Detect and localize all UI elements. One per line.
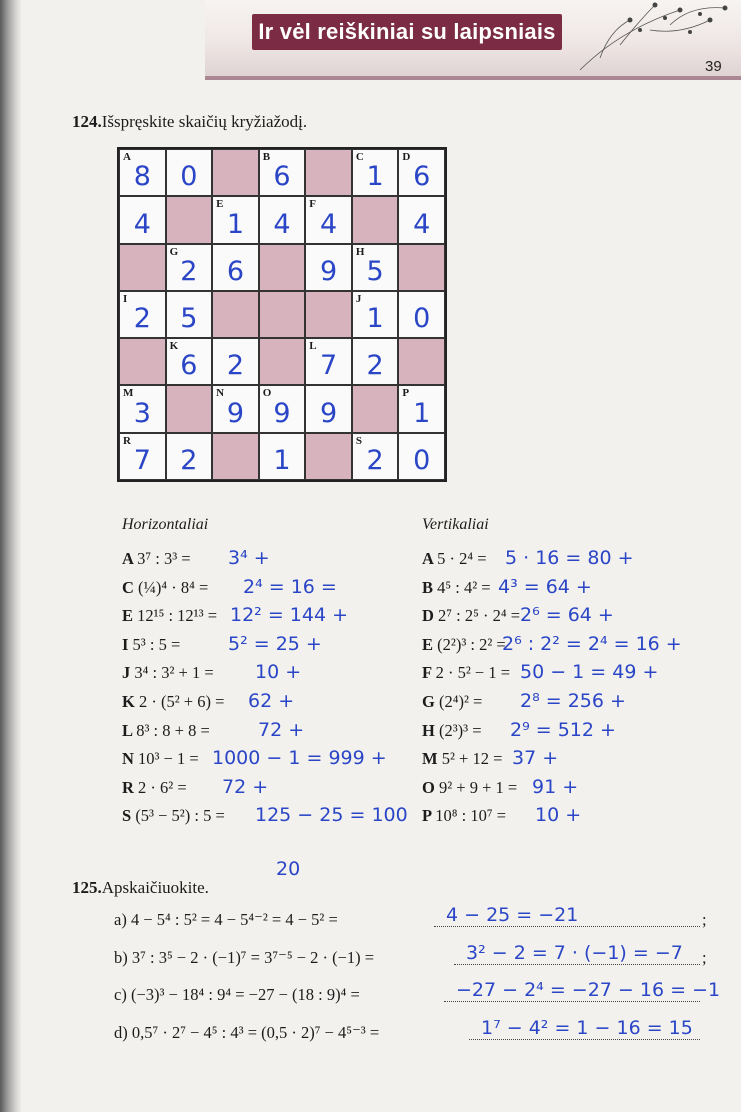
crossword-cell-label: I	[123, 292, 128, 305]
crossword-cell[interactable]	[352, 433, 399, 480]
crossword-cell-label: E	[216, 198, 224, 211]
clue-expression: 2⁷ : 2⁵ · 2⁴ =	[438, 606, 521, 626]
crossword-cell-label: H	[355, 245, 365, 258]
exercise-instruction: Apskaičiuokite.	[101, 878, 209, 897]
handwritten-digit: 2	[133, 303, 151, 335]
handwritten-digit: 2	[180, 444, 198, 476]
crossword-cell[interactable]	[259, 433, 306, 480]
handwritten-digit: 1	[366, 161, 384, 193]
item-expression: (−3)³ − 18⁴ : 9⁴ = −27 − (18 : 9)⁴ =	[130, 985, 360, 1004]
crossword-cell-label: J	[355, 292, 362, 305]
clue-expression: (2⁴)² =	[438, 692, 483, 711]
crossword-shaded-cell	[398, 244, 445, 291]
handwritten-digit: 6	[413, 161, 431, 193]
crossword-shaded-cell	[212, 291, 259, 338]
clue-letter: P	[422, 806, 436, 826]
handwritten-answer: 91 +	[532, 775, 579, 798]
clue-letter: G	[422, 692, 439, 711]
answer-dotted-line[interactable]	[434, 926, 700, 927]
clue-expression: 2 · 5² − 1 =	[435, 663, 511, 683]
vertical-clue	[422, 578, 491, 598]
crossword-cell[interactable]	[166, 338, 213, 385]
clue-expression: 10⁸ : 10⁷ =	[435, 806, 507, 826]
handwritten-answer: 2⁸ = 256 +	[520, 690, 626, 712]
clue-letter: A	[122, 549, 138, 568]
crossword-cell[interactable]	[305, 385, 352, 432]
handwritten-digit: 9	[226, 397, 245, 429]
vertical-clue	[422, 663, 510, 683]
crossword-cell-label: O	[262, 387, 272, 400]
crossword-cell[interactable]	[259, 196, 306, 243]
item-letter: c)	[114, 985, 131, 1004]
handwritten-answer: 2⁶ : 2² = 2⁴ = 16 +	[502, 632, 682, 655]
exercise-instruction: Išspręskite skaičių kryžiažodį.	[101, 112, 308, 131]
clue-expression: 9² + 9 + 1 =	[438, 777, 518, 797]
handwritten-answer: 1000 − 1 = 999 +	[212, 747, 387, 770]
crossword-cell[interactable]	[398, 196, 445, 243]
handwritten-digit: 9	[319, 397, 338, 429]
crossword-grid	[117, 147, 447, 482]
handwritten-answer: 125 − 25 = 100	[255, 804, 408, 827]
horizontal-clue	[122, 721, 210, 741]
clue-letter: J	[122, 663, 135, 683]
item-letter: b)	[114, 948, 132, 967]
handwritten-answer: 5 · 16 = 80 +	[505, 547, 634, 569]
handwritten-digit: 0	[413, 444, 431, 476]
clue-letter: C	[122, 577, 139, 597]
crossword-cell-label: P	[402, 387, 410, 400]
crossword-cell[interactable]	[398, 433, 445, 480]
clue-expression: (5³ − 5²) : 5 =	[135, 806, 225, 826]
handwritten-digit: 7	[319, 350, 338, 382]
handwritten-digit: 0	[413, 303, 431, 335]
clue-expression: 2 · (5² + 6) =	[138, 692, 225, 711]
answer-dotted-line[interactable]	[469, 1039, 700, 1040]
crossword-shaded-cell	[119, 244, 166, 291]
handwritten-digit: 6	[273, 161, 291, 193]
handwritten-answer: 10 +	[535, 804, 582, 827]
clue-letter: B	[422, 577, 438, 597]
crossword-shaded-cell	[166, 196, 213, 243]
handwritten-digit: 1	[226, 208, 245, 240]
handwritten-answer: −27 − 2⁴ = −27 − 16 = −1	[456, 979, 721, 1001]
handwritten-answer: 50 − 1 = 49 +	[520, 661, 659, 684]
crossword-shaded-cell	[212, 149, 259, 196]
crossword-cell-label: B	[262, 151, 271, 163]
header-underline	[205, 76, 741, 80]
answer-dotted-line[interactable]	[444, 1001, 700, 1002]
crossword-cell[interactable]	[305, 338, 352, 385]
crossword-cell[interactable]	[119, 433, 166, 480]
crossword-cell[interactable]	[212, 338, 259, 385]
crossword-cell[interactable]	[166, 291, 213, 338]
crossword-shaded-cell	[259, 291, 306, 338]
clue-letter: O	[422, 777, 439, 797]
horizontal-clue	[122, 635, 180, 655]
vertical-clue	[422, 749, 502, 769]
crossword-cell[interactable]	[166, 433, 213, 480]
item-letter: a)	[114, 910, 131, 929]
clue-expression: 5 · 2⁴ =	[437, 549, 487, 568]
vertical-clue	[422, 549, 487, 569]
crossword-cell-label: F	[309, 198, 317, 211]
clue-letter: H	[422, 720, 439, 740]
crossword-cell[interactable]	[398, 149, 445, 196]
crossword-cell-label: A	[123, 151, 131, 163]
clue-letter: A	[422, 549, 438, 568]
crossword-cell-label: R	[123, 434, 131, 447]
clue-expression: 8³ : 8 + 8 =	[136, 720, 210, 740]
clue-expression: (2³)³ =	[438, 720, 482, 740]
handwritten-answer: 4³ = 64 +	[498, 575, 592, 598]
handwritten-digit: 0	[180, 161, 198, 193]
handwritten-digit: 2	[366, 444, 384, 476]
crossword-cell-label: K	[169, 340, 179, 353]
handwritten-digit: 1	[366, 303, 384, 335]
horizontal-heading: Horizontaliai	[122, 516, 209, 533]
crossword-cell[interactable]	[352, 149, 399, 196]
vertical-clue	[422, 721, 482, 741]
crossword-cell[interactable]	[212, 385, 259, 432]
handwritten-digit: 5	[180, 303, 198, 335]
crossword-shaded-cell	[166, 385, 213, 432]
crossword-shaded-cell	[398, 338, 445, 385]
handwritten-answer: 1⁷ − 4² = 1 − 16 = 15	[481, 1017, 693, 1039]
clue-letter: M	[422, 749, 442, 769]
crossword-shaded-cell	[352, 196, 399, 243]
crossword-shaded-cell	[119, 338, 166, 385]
horizontal-clue	[122, 692, 224, 712]
page-binding-edge	[0, 0, 22, 1112]
clue-expression: 5² + 12 =	[441, 749, 503, 769]
exercise-item	[114, 985, 360, 1005]
crossword-cell[interactable]	[166, 244, 213, 291]
clue-expression: 4⁵ : 4² =	[437, 577, 491, 597]
crossword-cell[interactable]	[398, 291, 445, 338]
clue-expression: 3⁴ : 3² + 1 =	[134, 663, 214, 683]
item-expression: 4 − 5⁴ : 5² = 4 − 5⁴⁻² = 4 − 5² =	[130, 910, 338, 929]
handwritten-digit: 2	[180, 255, 198, 287]
handwritten-answer: 3² − 2 = 7 · (−1) = −7	[466, 942, 683, 964]
handwritten-answer: 4 − 25 = −21	[446, 904, 579, 926]
vertical-clue	[422, 635, 506, 655]
crossword-cell[interactable]	[305, 196, 352, 243]
horizontal-clue	[122, 549, 191, 569]
handwritten-digit: 4	[273, 208, 291, 240]
handwritten-answer: 12² = 144 +	[230, 604, 349, 627]
handwritten-digit: 2	[366, 350, 384, 382]
handwritten-answer: 37 +	[512, 747, 559, 770]
handwritten-answer: 2⁶ = 64 +	[520, 604, 614, 627]
horizontal-clue	[122, 778, 187, 798]
handwritten-answer: 2⁹ = 512 +	[510, 718, 616, 741]
clue-expression: (¼)⁴ · 8⁴ =	[138, 577, 209, 597]
crossword-cell[interactable]	[259, 149, 306, 196]
crossword-cell[interactable]	[166, 149, 213, 196]
handwritten-answer: 5² = 25 +	[228, 632, 322, 655]
exercise-number: 124.	[72, 112, 102, 131]
crossword-cell-label: C	[355, 151, 364, 163]
clue-letter: I	[122, 634, 133, 654]
clue-letter: D	[422, 606, 439, 626]
clue-letter: E	[122, 606, 138, 626]
crossword-cell[interactable]	[119, 291, 166, 338]
crossword-shaded-cell	[305, 291, 352, 338]
handwritten-answer: 72 +	[258, 718, 305, 741]
crossword-cell[interactable]	[212, 244, 259, 291]
crossword-shaded-cell	[259, 244, 306, 291]
line-end-punctuation: ;	[702, 948, 707, 967]
handwritten-answer: 3⁴ +	[228, 547, 270, 569]
horizontal-clue	[122, 606, 217, 626]
crossword-cell[interactable]	[352, 244, 399, 291]
exercise-124-heading	[72, 112, 307, 132]
horizontal-clue	[122, 749, 199, 769]
handwritten-digit: 4	[133, 208, 151, 240]
crossword-cell[interactable]	[119, 149, 166, 196]
line-end-punctuation: ;	[702, 910, 707, 929]
exercise-125-heading	[72, 878, 209, 898]
crossword-cell[interactable]	[119, 385, 166, 432]
crossword-cell[interactable]	[305, 244, 352, 291]
crossword-cell-label: D	[402, 151, 411, 163]
handwritten-digit: 1	[413, 397, 431, 429]
crossword-cell[interactable]	[259, 385, 306, 432]
vertical-clue	[422, 606, 520, 626]
clue-expression: 12¹⁵ : 12¹³ =	[137, 606, 217, 626]
handwritten-digit: 8	[133, 161, 151, 193]
answer-dotted-line[interactable]	[454, 964, 700, 965]
crossword-cell-label: S	[355, 434, 362, 447]
clue-expression: 10³ − 1 =	[138, 749, 199, 769]
crossword-cell[interactable]	[398, 385, 445, 432]
exercise-number: 125.	[72, 878, 102, 897]
handwritten-digit: 3	[133, 397, 151, 429]
clue-expression: 5³ : 5 =	[132, 634, 181, 654]
crossword-cell[interactable]	[212, 196, 259, 243]
crossword-cell-label: L	[309, 340, 317, 353]
crossword-cell[interactable]	[352, 291, 399, 338]
clue-expression: (2²)³ : 2² =	[437, 634, 506, 654]
exercise-item	[114, 910, 338, 930]
clue-letter: F	[422, 663, 436, 683]
item-letter: d)	[114, 1023, 132, 1042]
crossword-cell[interactable]	[119, 196, 166, 243]
chapter-title: Ir vėl reiškiniai su laipsniais	[252, 14, 562, 50]
horizontal-clue	[122, 663, 214, 683]
vertical-clue	[422, 692, 482, 712]
item-expression: 0,5⁷ · 2⁷ − 4⁵ : 4³ = (0,5 · 2)⁷ − 4⁵⁻³ =	[131, 1023, 380, 1042]
crossword-cell-label: M	[123, 387, 134, 400]
clue-letter: E	[422, 634, 438, 654]
clue-letter: L	[122, 720, 137, 740]
crossword-cell-label: N	[216, 387, 225, 400]
crossword-shaded-cell	[212, 433, 259, 480]
horizontal-clue	[122, 578, 208, 598]
clue-expression: 3⁷ : 3³ =	[137, 549, 191, 568]
clue-letter: K	[122, 692, 139, 711]
handwritten-digit: 4	[319, 208, 338, 240]
vertical-clue	[422, 778, 517, 798]
clue-letter: N	[122, 749, 139, 769]
clue-expression: 2 · 6² =	[138, 777, 187, 797]
s-clue-extra-answer: 20	[276, 858, 301, 880]
crossword-shaded-cell	[305, 149, 352, 196]
clue-letter: R	[122, 777, 139, 797]
crossword-shaded-cell	[305, 433, 352, 480]
vertical-heading: Vertikaliai	[422, 516, 489, 533]
handwritten-digit: 9	[273, 397, 291, 429]
handwritten-digit: 7	[133, 444, 151, 476]
handwritten-digit: 1	[273, 444, 291, 476]
crossword-shaded-cell	[259, 338, 306, 385]
handwritten-answer: 72 +	[222, 775, 269, 798]
handwritten-answer: 2⁴ = 16 =	[243, 575, 337, 598]
handwritten-digit: 4	[413, 208, 431, 240]
exercise-item	[114, 948, 374, 968]
crossword-shaded-cell	[352, 385, 399, 432]
item-expression: 3⁷ : 3⁵ − 2 · (−1)⁷ = 3⁷⁻⁵ − 2 · (−1) =	[131, 948, 375, 967]
clue-letter: S	[122, 806, 136, 826]
handwritten-answer: 62 +	[248, 690, 295, 712]
horizontal-clue	[122, 806, 225, 826]
crossword-cell[interactable]	[352, 338, 399, 385]
crossword-cell-label: G	[169, 245, 179, 258]
handwritten-digit: 6	[226, 255, 245, 287]
handwritten-answer: 10 +	[255, 661, 302, 684]
handwritten-digit: 6	[180, 350, 198, 382]
exercise-item	[114, 1023, 379, 1043]
handwritten-digit: 9	[319, 255, 338, 287]
page-number: 39	[705, 58, 722, 75]
vertical-clue	[422, 806, 506, 826]
handwritten-digit: 5	[366, 255, 384, 287]
handwritten-digit: 2	[226, 350, 245, 382]
